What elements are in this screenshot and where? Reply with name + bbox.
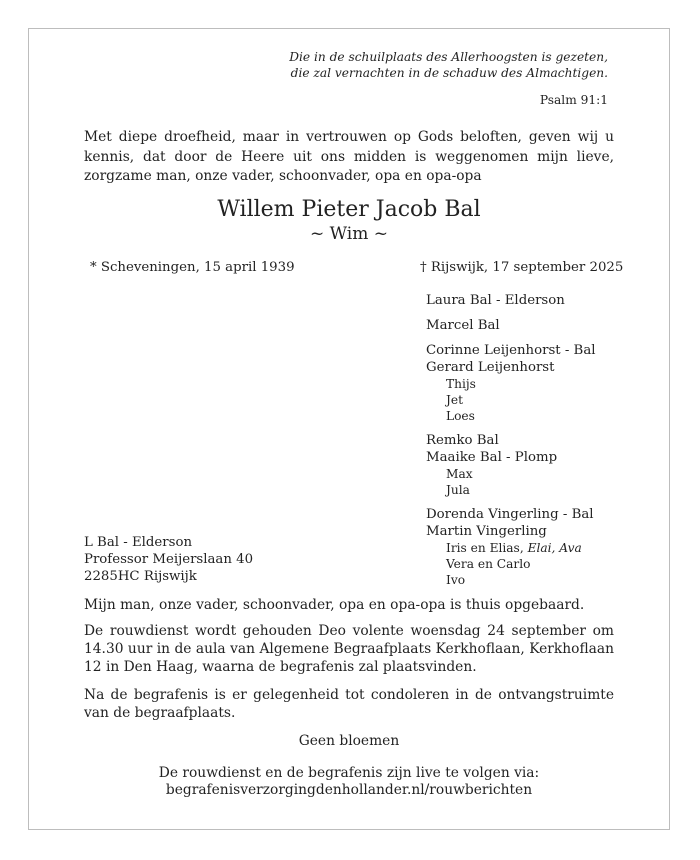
laid-out-paragraph: Mijn man, onze vader, schoonvader, opa en opa-opa is thuis opgebaard.: [84, 597, 585, 613]
family-member: Gerard Leijenhorst: [426, 360, 555, 375]
grandchild: [426, 540, 666, 556]
grandchild: Max: [446, 467, 473, 481]
grandchild-names: Iris en Elias,: [446, 541, 528, 555]
service-paragraph: De rouwdienst wordt gehouden Deo volente woensdag 24 september om 14.30 uur in de aula van Algemene Begraafplaats Kerkhoflaan, Kerkhoflaan 12 in Den Haag, waarna de begrafenis zal plaatsvinden.: [84, 623, 614, 676]
family-member: Maaike Bal - Plomp: [426, 450, 558, 465]
family-member: Dorenda Vingerling - Bal: [426, 507, 594, 522]
verse-line-2: die zal vernachten in de schaduw des Almachtigen.: [290, 66, 608, 80]
deceased-name: Willem Pieter Jacob Bal: [217, 197, 481, 222]
family-group: [426, 292, 666, 309]
address-street: Professor Meijerslaan 40: [84, 552, 254, 567]
family-member: Laura Bal - Elderson: [426, 293, 565, 308]
family-member: Remko Bal: [426, 433, 499, 448]
family-list: [426, 292, 666, 588]
family-member: Martin Vingerling: [426, 524, 547, 539]
family-group: [426, 342, 666, 424]
intro-paragraph: Met diepe droefheid, maar in vertrouwen op Gods beloften, geven wij u kennis, dat door de Heere uit ons midden is weggenomen mijn lieve, zorgzame man, onze vader, schoonvader, opa en opa-opa: [84, 129, 614, 184]
deceased-nickname: ~ Wim ~: [309, 224, 389, 244]
grandchild: Thijs: [446, 377, 476, 391]
great-grandchild-names: Elai, Ava: [527, 541, 582, 555]
family-member: Marcel Bal: [426, 318, 500, 333]
address-name: L Bal - Elderson: [84, 535, 193, 550]
birth-info: * Scheveningen, 15 april 1939: [90, 260, 295, 275]
verse-reference: Psalm 91:1: [539, 93, 608, 107]
livestream-note: De rouwdienst en de begrafenis zijn live te volgen via:: [158, 765, 540, 781]
family-group: [426, 506, 666, 588]
family-group: [426, 432, 666, 498]
grandchild: Loes: [446, 409, 475, 423]
verse-line-1: Die in de schuilplaats des Allerhoogsten is gezeten,: [289, 50, 608, 64]
grandchild: Jet: [446, 393, 463, 407]
address-city: 2285HC Rijswijk: [84, 569, 197, 584]
no-flowers-note: Geen bloemen: [298, 733, 400, 749]
family-member: Corinne Leijenhorst - Bal: [426, 343, 596, 358]
death-info: † Rijswijk, 17 september 2025: [420, 260, 624, 275]
correspondence-address: [84, 534, 253, 585]
grandchild: Jula: [446, 483, 470, 497]
condolence-paragraph: Na de begrafenis is er gelegenheid tot condoleren in de ontvangstruimte van de begraafplaats.: [84, 687, 614, 722]
livestream-url: begrafenisverzorgingdenhollander.nl/rouwberichten: [165, 782, 533, 798]
grandchild: Ivo: [446, 573, 466, 587]
grandchild: Vera en Carlo: [446, 557, 531, 571]
psalm-verse: [228, 49, 608, 81]
family-group: [426, 317, 666, 334]
